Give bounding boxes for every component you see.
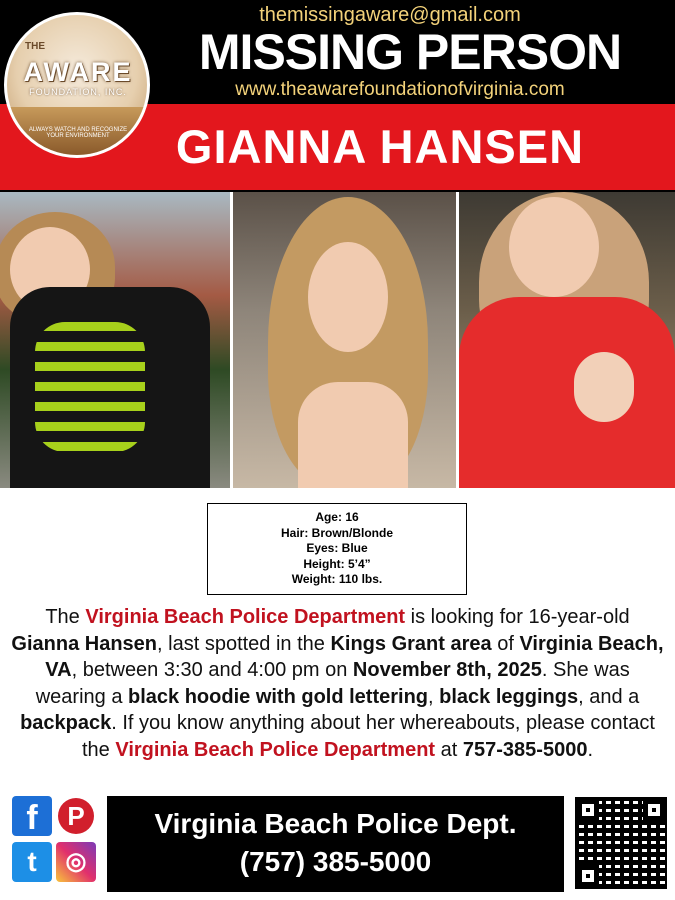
hand-shape — [574, 352, 634, 422]
desc-backpack: backpack — [20, 712, 112, 734]
contact-phone[interactable]: (757) 385-5000 — [239, 846, 432, 877]
photo-portrait — [233, 192, 456, 488]
desc-agency: Virginia Beach Police Department — [85, 606, 406, 628]
twitter-icon[interactable]: t — [12, 842, 52, 882]
qr-code[interactable] — [575, 797, 667, 889]
pinterest-glyph: P — [58, 798, 94, 834]
desc-name: Gianna Hansen — [11, 632, 158, 655]
hair-stat: Hair: Brown/Blonde — [280, 525, 393, 540]
desc-text: , — [428, 685, 440, 708]
photo-red-top — [459, 192, 675, 488]
logo-aware-text: AWARE — [23, 57, 133, 87]
logo-the-text: THE — [25, 41, 45, 52]
contact-bar — [107, 796, 564, 892]
desc-text: , between 3:30 and 4:00 pm on — [71, 659, 353, 681]
logo-foundation-text: FOUNDATION, INC. — [29, 87, 127, 97]
header-website[interactable]: www.theawarefoundationofvirginia.com — [235, 79, 565, 100]
instagram-icon[interactable]: ◎ — [56, 842, 96, 882]
photo-strip — [0, 192, 675, 488]
desc-date: November 8th, 2025 — [352, 659, 542, 681]
desc-text: at — [435, 738, 463, 761]
missing-person-name: GIANNA HANSEN — [175, 120, 585, 173]
desc-city: Virginia Beach, VA — [45, 632, 664, 681]
description-paragraph — [10, 604, 665, 763]
desc-phone[interactable]: 757-385-5000 — [462, 738, 588, 761]
skeleton-print — [35, 322, 145, 452]
desc-leggings: black leggings — [439, 685, 579, 708]
desc-hoodie: black hoodie with gold lettering — [128, 685, 429, 708]
desc-text: is looking for 16-year-old — [405, 606, 630, 628]
pinterest-icon[interactable] — [56, 796, 96, 836]
desc-text: , last spotted in the — [157, 632, 331, 655]
height-stat: Height: 5’4” — [303, 556, 371, 571]
desc-text: . She was wearing a — [35, 659, 630, 708]
age-stat: Age: 16 — [315, 510, 359, 524]
desc-text: . — [587, 738, 594, 761]
facebook-icon[interactable]: f — [12, 796, 52, 836]
eyes-stat: Eyes: Blue — [306, 541, 368, 555]
contact-agency: Virginia Beach Police Dept. — [154, 808, 517, 839]
weight-stat: Weight: 110 lbs. — [291, 572, 383, 586]
neck-shape — [298, 382, 408, 488]
desc-agency: Virginia Beach Police Department — [115, 738, 436, 761]
face-shape — [308, 242, 388, 352]
qr-finder — [577, 865, 599, 887]
logo-tagline: ALWAYS WATCH AND RECOGNIZE YOUR ENVIRONMENT — [28, 127, 128, 139]
qr-finder — [577, 799, 599, 821]
desc-text: . If you know anything about her whereabouts, please contact the — [81, 712, 655, 761]
aware-foundation-logo — [4, 12, 150, 158]
page-title: MISSING PERSON — [198, 24, 622, 80]
red-shirt-shape — [459, 297, 675, 488]
desc-text: of — [491, 632, 520, 655]
header-email[interactable]: themissingaware@gmail.com — [259, 4, 521, 26]
physical-description-box — [207, 503, 467, 595]
desc-text: , and a — [578, 685, 640, 708]
face-shape — [509, 197, 599, 297]
desc-text: The — [45, 606, 86, 628]
photo-skeleton-hoodie — [0, 192, 230, 488]
desc-area: Kings Grant area — [330, 632, 492, 655]
social-icons — [12, 796, 100, 888]
qr-finder — [643, 799, 665, 821]
